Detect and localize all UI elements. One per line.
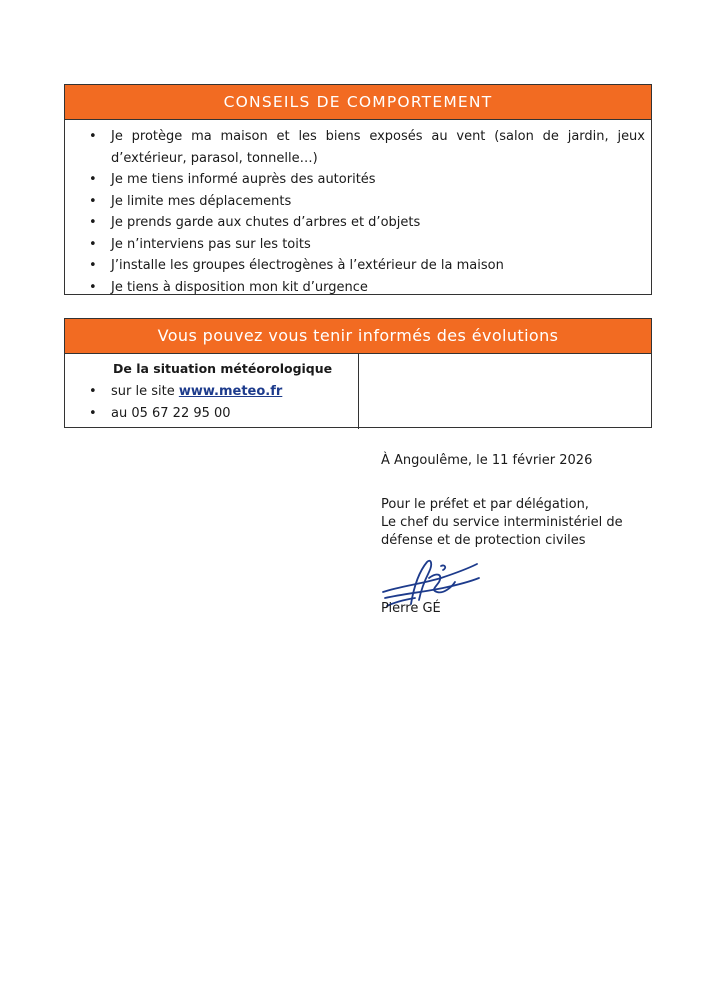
- bullet-icon: •: [89, 193, 97, 209]
- list-item: • Je prends garde aux chutes d’arbres et d’objets: [65, 212, 645, 234]
- info-body: [65, 354, 651, 429]
- signer-name: Pierre GÉ: [381, 601, 441, 616]
- signature-area: [381, 554, 681, 624]
- conseils-header: CONSEILS DE COMPORTEMENT: [65, 85, 651, 120]
- list-item: • Je n’interviens pas sur les toits: [65, 234, 645, 256]
- list-item: • J’installe les groupes électrogènes à l’extérieur de la maison: [65, 255, 645, 277]
- info-box: [64, 318, 652, 428]
- date-line: À Angoulême, le 11 février 2026: [381, 453, 593, 468]
- signature-block: [381, 452, 681, 624]
- info-left-cell: [65, 354, 359, 429]
- bullet-icon: •: [89, 172, 97, 187]
- list-item: • Je me tiens informé auprès des autorités: [65, 169, 645, 191]
- bullet-icon: •: [89, 258, 97, 273]
- bullet-icon: •: [89, 406, 97, 421]
- meteo-link[interactable]: www.meteo.fr: [178, 384, 283, 399]
- bullet-icon: •: [89, 236, 97, 252]
- info-section-title: De la situation météorologique: [113, 361, 333, 376]
- list-item: • Je protège ma maison et les biens exposés au vent (salon de jardin, jeux d’extérieur, parasol, tonnelle…): [65, 126, 645, 169]
- list-item: [65, 403, 352, 425]
- site-prefix: sur le site: [111, 384, 179, 399]
- conseils-box: [64, 84, 652, 295]
- list-item: • Je tiens à disposition mon kit d’urgence: [65, 277, 645, 299]
- bullet-icon: •: [89, 279, 97, 295]
- delegation-text: Pour le préfet et par délégation, Le chef du service interministériel de défense et de protection civiles: [381, 497, 623, 548]
- list-item: [65, 381, 352, 403]
- conseils-list: [65, 120, 651, 298]
- info-right-cell: [359, 354, 651, 429]
- bullet-icon: •: [89, 384, 97, 399]
- bullet-icon: •: [89, 215, 97, 230]
- phone-number: au 05 67 22 95 00: [111, 406, 231, 421]
- info-header: Vous pouvez vous tenir informés des évolutions: [65, 319, 651, 354]
- bullet-icon: •: [89, 129, 97, 144]
- list-item: • Je limite mes déplacements: [65, 191, 645, 213]
- info-list: [65, 381, 358, 425]
